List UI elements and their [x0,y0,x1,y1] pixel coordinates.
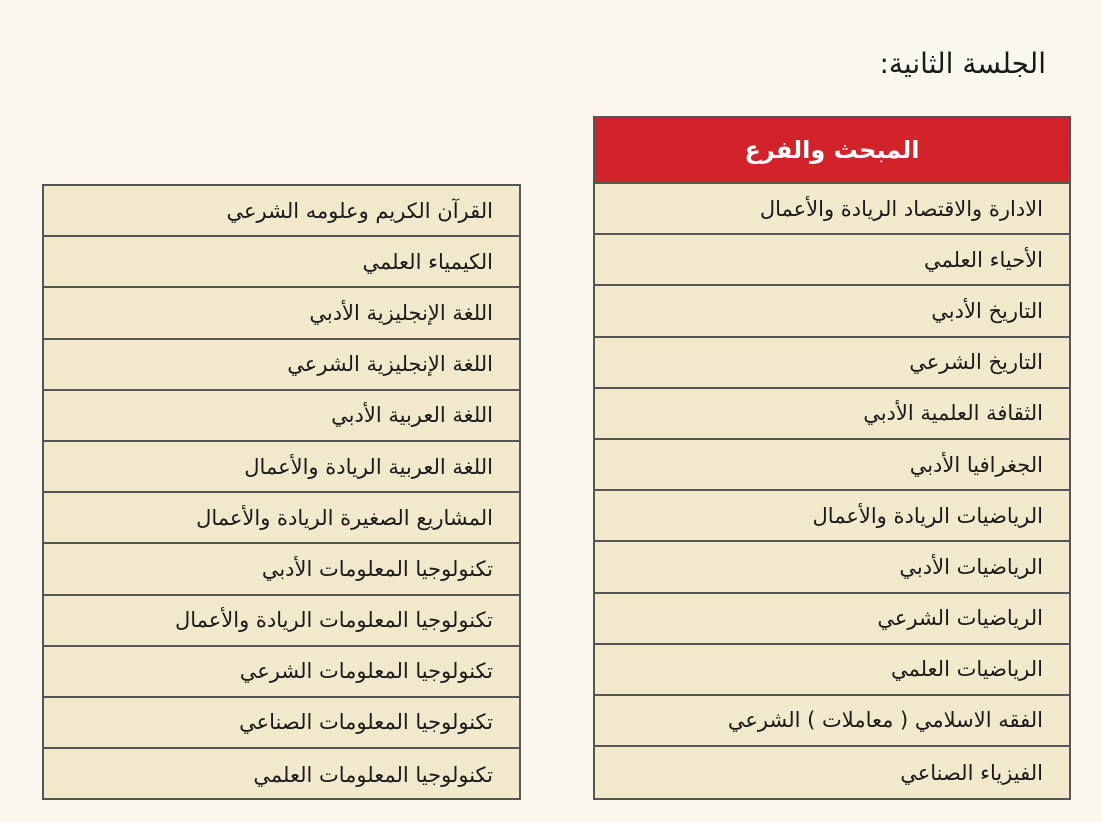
table-row: اللغة الإنجليزية الأدبي [44,288,519,339]
table-row: اللغة العربية الأدبي [44,391,519,442]
table-row: الجغرافيا الأدبي [595,440,1069,491]
table-row: تكنولوجيا المعلومات الريادة والأعمال [44,596,519,647]
table-row: الفقه الاسلامي ( معاملات ) الشرعي [595,696,1069,747]
session-title: الجلسة الثانية: [879,47,1046,80]
table-row: اللغة الإنجليزية الشرعي [44,340,519,391]
table-row: الرياضيات العلمي [595,645,1069,696]
subjects-table-right [593,116,1071,800]
table-row: تكنولوجيا المعلومات العلمي [253,762,493,787]
table-row: الرياضيات الشرعي [595,594,1069,645]
table-row: التاريخ الشرعي [595,338,1069,389]
table-row: الفيزياء الصناعي [900,760,1043,785]
table-row: المشاريع الصغيرة الريادة والأعمال [44,493,519,544]
table-row: التاريخ الأدبي [595,286,1069,337]
table-row: تكنولوجيا المعلومات الشرعي [44,647,519,698]
table-row: الرياضيات الأدبي [595,542,1069,593]
table-row: اللغة العربية الريادة والأعمال [44,442,519,493]
table-header: المبحث والفرع [595,118,1069,184]
table-row: الكيمياء العلمي [44,237,519,288]
table-row: الأحياء العلمي [595,235,1069,286]
subjects-table-left [42,184,521,800]
table-row: تكنولوجيا المعلومات الصناعي [44,698,519,749]
table-row: تكنولوجيا المعلومات الأدبي [44,544,519,595]
table-row: القرآن الكريم وعلومه الشرعي [44,186,519,237]
table-row: الادارة والاقتصاد الريادة والأعمال [595,184,1069,235]
table-row: الثقافة العلمية الأدبي [595,389,1069,440]
table-row: الرياضيات الريادة والأعمال [595,491,1069,542]
